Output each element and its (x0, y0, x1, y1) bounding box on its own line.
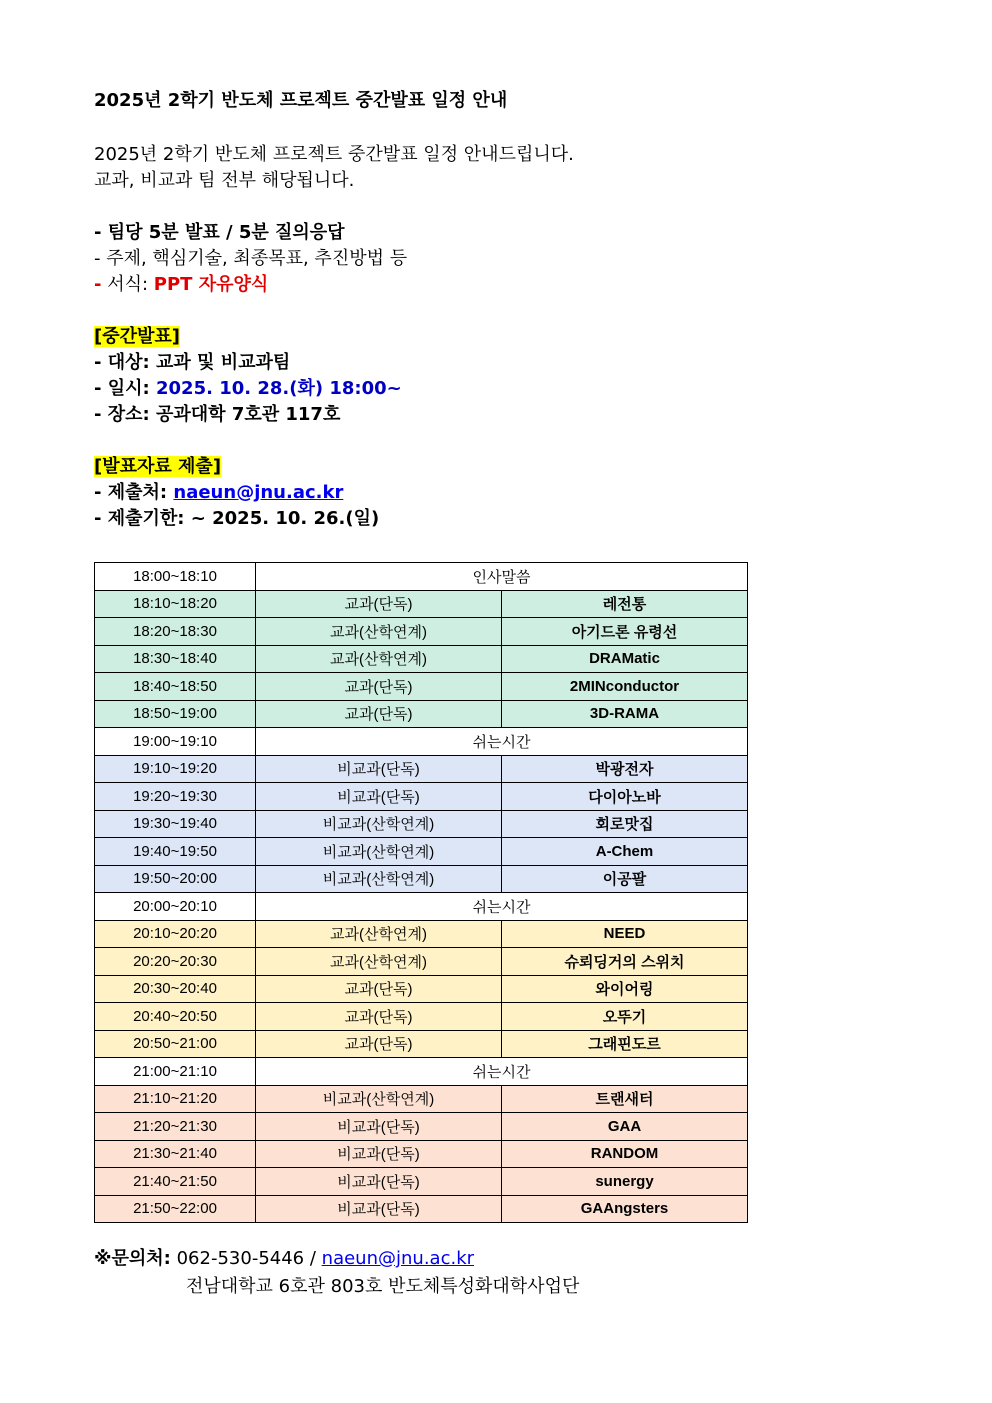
submission-email-link[interactable]: naeun@jnu.ac.kr (173, 482, 344, 503)
schedule-row (95, 838, 748, 866)
schedule-row (95, 975, 748, 1003)
schedule-team-cell: NEED (502, 920, 748, 948)
schedule-type-cell: 교과(단독) (256, 975, 502, 1003)
schedule-time-cell: 19:10~19:20 (95, 755, 256, 783)
schedule-type-cell: 교과(산학연계) (256, 948, 502, 976)
submission-deadline-label: - 제출기한: (94, 508, 185, 529)
schedule-team-cell: 슈뢰딩거의 스위치 (502, 948, 748, 976)
schedule-type-cell: 교과(산학연계) (256, 920, 502, 948)
bullet-format (94, 272, 794, 298)
schedule-type-cell: 비교과(단독) (256, 755, 502, 783)
schedule-type-cell: 교과(단독) (256, 673, 502, 701)
schedule-time-cell: 21:50~22:00 (95, 1195, 256, 1223)
schedule-row (95, 755, 748, 783)
schedule-team-cell: 와이어링 (502, 975, 748, 1003)
schedule-row (95, 590, 748, 618)
schedule-type-cell: 교과(산학연계) (256, 645, 502, 673)
schedule-row (95, 1113, 748, 1141)
submission-section (94, 454, 794, 480)
schedule-team-cell: 회로맛집 (502, 810, 748, 838)
schedule-time-cell: 21:20~21:30 (95, 1113, 256, 1141)
midterm-header: [중간발표] (94, 326, 181, 347)
midterm-place (94, 402, 794, 428)
schedule-time-cell: 21:00~21:10 (95, 1058, 256, 1086)
schedule-time-cell: 20:50~21:00 (95, 1030, 256, 1058)
schedule-break-row (95, 728, 748, 756)
schedule-break-row (95, 1058, 748, 1086)
bullet-format-dash: - (94, 274, 102, 295)
schedule-row (95, 700, 748, 728)
contact-email-link[interactable]: naeun@jnu.ac.kr (321, 1248, 475, 1269)
schedule-row (95, 645, 748, 673)
schedule-team-cell: 레전통 (502, 590, 748, 618)
schedule-row (95, 783, 748, 811)
schedule-team-cell: 이공팔 (502, 865, 748, 893)
schedule-team-cell: 오뚜기 (502, 1003, 748, 1031)
schedule-type-cell: 교과(단독) (256, 590, 502, 618)
schedule-row (95, 618, 748, 646)
submission-to (94, 480, 794, 506)
schedule-type-cell: 비교과(단독) (256, 1168, 502, 1196)
schedule-type-cell: 교과(단독) (256, 1003, 502, 1031)
schedule-team-cell: 다이아노바 (502, 783, 748, 811)
schedule-team-cell: GAA (502, 1113, 748, 1141)
bullet-presentation-time: - 팀당 5분 발표 / 5분 질의응답 (94, 222, 345, 243)
schedule-time-cell: 19:00~19:10 (95, 728, 256, 756)
schedule-type-cell: 비교과(단독) (256, 783, 502, 811)
midterm-target (94, 350, 794, 376)
document-body (94, 88, 794, 532)
schedule-team-cell: GAAngsters (502, 1195, 748, 1223)
bullet-content: - 주제, 핵심기술, 최종목표, 추진방법 등 (94, 248, 408, 269)
schedule-type-cell: 비교과(산학연계) (256, 838, 502, 866)
submission-deadline-value: ~ 2025. 10. 26.(일) (190, 508, 380, 529)
schedule-time-cell: 21:40~21:50 (95, 1168, 256, 1196)
schedule-row (95, 1168, 748, 1196)
contact-phone: 062-530-5446 (176, 1248, 305, 1269)
schedule-time-cell: 19:20~19:30 (95, 783, 256, 811)
midterm-date-value: 2025. 10. 28.(화) 18:00~ (156, 378, 402, 399)
contact-address: 전남대학교 6호관 803호 반도체특성화대학사업단 (186, 1276, 580, 1297)
schedule-time-cell: 18:00~18:10 (95, 563, 256, 591)
contact-footer (94, 1245, 794, 1301)
schedule-team-cell: sunergy (502, 1168, 748, 1196)
schedule-break-cell: 쉬는시간 (256, 728, 748, 756)
submission-deadline (94, 506, 794, 532)
schedule-row (95, 1195, 748, 1223)
schedule-row (95, 810, 748, 838)
schedule-type-cell: 비교과(단독) (256, 1195, 502, 1223)
schedule-type-cell: 교과(산학연계) (256, 618, 502, 646)
schedule-time-cell: 18:50~19:00 (95, 700, 256, 728)
schedule-type-cell: 비교과(산학연계) (256, 1085, 502, 1113)
schedule-team-cell: 3D-RAMA (502, 700, 748, 728)
midterm-target-label: - 대상: (94, 352, 150, 373)
schedule-time-cell: 20:30~20:40 (95, 975, 256, 1003)
schedule-break-row (95, 893, 748, 921)
schedule-row (95, 1003, 748, 1031)
schedule-time-cell: 19:50~20:00 (95, 865, 256, 893)
schedule-row (95, 1085, 748, 1113)
midterm-section (94, 324, 794, 350)
schedule-team-cell: 아기드론 유령선 (502, 618, 748, 646)
schedule-time-cell: 21:30~21:40 (95, 1140, 256, 1168)
schedule-time-cell: 20:20~20:30 (95, 948, 256, 976)
bullet-format-label: 서식: (107, 274, 149, 295)
schedule-table (94, 562, 748, 1223)
schedule-time-cell: 21:10~21:20 (95, 1085, 256, 1113)
schedule-team-cell: DRAMatic (502, 645, 748, 673)
schedule-row (95, 920, 748, 948)
schedule-row (95, 865, 748, 893)
schedule-time-cell: 19:40~19:50 (95, 838, 256, 866)
schedule-row (95, 673, 748, 701)
submission-header: [발표자료 제출] (94, 456, 222, 477)
schedule-type-cell: 교과(단독) (256, 1030, 502, 1058)
midterm-date (94, 376, 794, 402)
schedule-team-cell: 트랜새터 (502, 1085, 748, 1113)
midterm-place-label: - 장소: (94, 404, 150, 425)
schedule-time-cell: 18:10~18:20 (95, 590, 256, 618)
submission-to-label: - 제출처: (94, 482, 168, 503)
intro-line-2: 교과, 비교과 팀 전부 해당됩니다. (94, 170, 355, 191)
midterm-target-value: 교과 및 비교과팀 (156, 352, 291, 373)
schedule-break-cell: 쉬는시간 (256, 1058, 748, 1086)
schedule-break-cell: 인사말씀 (256, 563, 748, 591)
schedule-body (95, 563, 748, 1223)
bullet-format-value: PPT 자유양식 (153, 274, 269, 295)
schedule-break-cell: 쉬는시간 (256, 893, 748, 921)
schedule-time-cell: 20:10~20:20 (95, 920, 256, 948)
schedule-time-cell: 18:30~18:40 (95, 645, 256, 673)
document-title: 2025년 2학기 반도체 프로젝트 중간발표 일정 안내 (94, 90, 508, 111)
schedule-team-cell: 2MINconductor (502, 673, 748, 701)
schedule-type-cell: 비교과(산학연계) (256, 810, 502, 838)
schedule-time-cell: 20:00~20:10 (95, 893, 256, 921)
schedule-time-cell: 20:40~20:50 (95, 1003, 256, 1031)
schedule-type-cell: 비교과(단독) (256, 1113, 502, 1141)
schedule-time-cell: 18:20~18:30 (95, 618, 256, 646)
schedule-break-row (95, 563, 748, 591)
intro-line-1: 2025년 2학기 반도체 프로젝트 중간발표 일정 안내드립니다. (94, 144, 574, 165)
schedule-time-cell: 18:40~18:50 (95, 673, 256, 701)
schedule-row (95, 1140, 748, 1168)
midterm-date-label: - 일시: (94, 378, 150, 399)
contact-separator: / (309, 1248, 316, 1269)
schedule-team-cell: 박광전자 (502, 755, 748, 783)
schedule-team-cell: 그래핀도르 (502, 1030, 748, 1058)
schedule-type-cell: 비교과(단독) (256, 1140, 502, 1168)
schedule-team-cell: RANDOM (502, 1140, 748, 1168)
contact-line (94, 1245, 794, 1273)
schedule-row (95, 1030, 748, 1058)
schedule-type-cell: 비교과(산학연계) (256, 865, 502, 893)
schedule-row (95, 948, 748, 976)
schedule-team-cell: A-Chem (502, 838, 748, 866)
contact-label: ※문의처: (94, 1248, 171, 1269)
schedule-type-cell: 교과(단독) (256, 700, 502, 728)
schedule-time-cell: 19:30~19:40 (95, 810, 256, 838)
midterm-place-value: 공과대학 7호관 117호 (156, 404, 341, 425)
